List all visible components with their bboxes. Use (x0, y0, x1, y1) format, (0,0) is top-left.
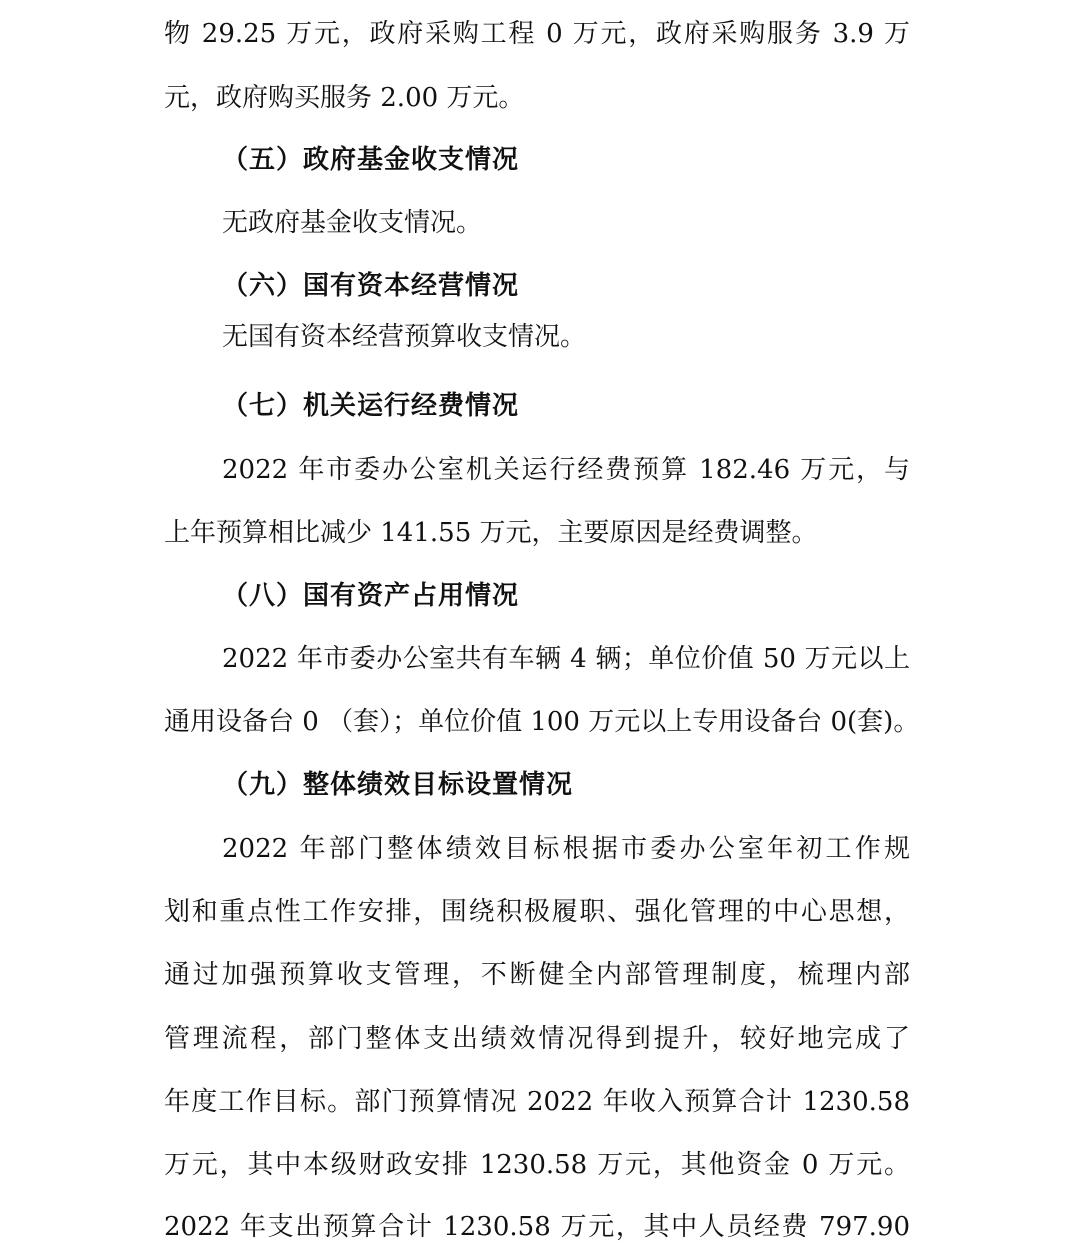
body-text-line (0, 1015, 1074, 1063)
text-segment: 无政府基金收支情况。 (222, 208, 483, 238)
text-segment: 无国有资本经营预算收支情况。 (222, 322, 587, 352)
body-text-line (0, 10, 1074, 58)
body-text-line (0, 1141, 1074, 1189)
body-text-line (0, 313, 1074, 361)
section-heading (0, 382, 1074, 430)
body-text-line (0, 446, 1074, 494)
text-segment: 年度工作目标。部门预算情况 2022 年收入预算合计 1230.58 (164, 1087, 910, 1117)
heading-text: （六）国有资本经营情况 (222, 271, 520, 301)
body-text-line (0, 698, 1074, 746)
text-segment: 万元，其中本级财政安排 1230.58 万元，其他资金 0 万元。 (164, 1150, 910, 1180)
body-text-line (0, 199, 1074, 247)
section-heading (0, 761, 1074, 809)
body-text-line (0, 509, 1074, 557)
text-segment: 2022 年支出预算合计 1230.58 万元，其中人员经费 797.90 (164, 1212, 910, 1242)
body-text-line (0, 1203, 1074, 1251)
text-segment: 划和重点性工作安排，围绕积极履职、强化管理的中心思想， (164, 897, 910, 927)
text-segment: 2022 年市委办公室共有车辆 4 辆；单位价值 50 万元以上 (222, 644, 910, 674)
text-segment: 上年预算相比减少 141.55 万元，主要原因是经费调整。 (164, 518, 818, 548)
heading-text: （八）国有资产占用情况 (222, 581, 520, 611)
body-text-line (0, 825, 1074, 873)
body-text-line (0, 888, 1074, 936)
heading-text: （九）整体绩效目标设置情况 (222, 770, 574, 800)
section-heading (0, 572, 1074, 620)
body-text-line (0, 951, 1074, 999)
section-heading (0, 262, 1074, 310)
text-segment: 管理流程，部门整体支出绩效情况得到提升，较好地完成了 (164, 1024, 910, 1054)
text-segment: 2022 年市委办公室机关运行经费预算 182.46 万元，与 (222, 455, 910, 485)
text-segment: 物 29.25 万元，政府采购工程 0 万元，政府采购服务 3.9 万 (164, 19, 910, 49)
heading-text: （七）机关运行经费情况 (222, 391, 520, 421)
text-segment: 通用设备台 0 （套）；单位价值 100 万元以上专用设备台 0(套)。 (164, 707, 920, 737)
section-heading (0, 136, 1074, 184)
text-segment: 通过加强预算收支管理，不断健全内部管理制度，梳理内部 (164, 960, 910, 990)
body-text-line (0, 635, 1074, 683)
body-text-line (0, 1078, 1074, 1126)
text-segment: 2022 年部门整体绩效目标根据市委办公室年初工作规 (222, 834, 910, 864)
heading-text: （五）政府基金收支情况 (222, 145, 520, 175)
text-segment: 元，政府购买服务 2.00 万元。 (164, 83, 525, 113)
body-text-line (0, 74, 1074, 122)
